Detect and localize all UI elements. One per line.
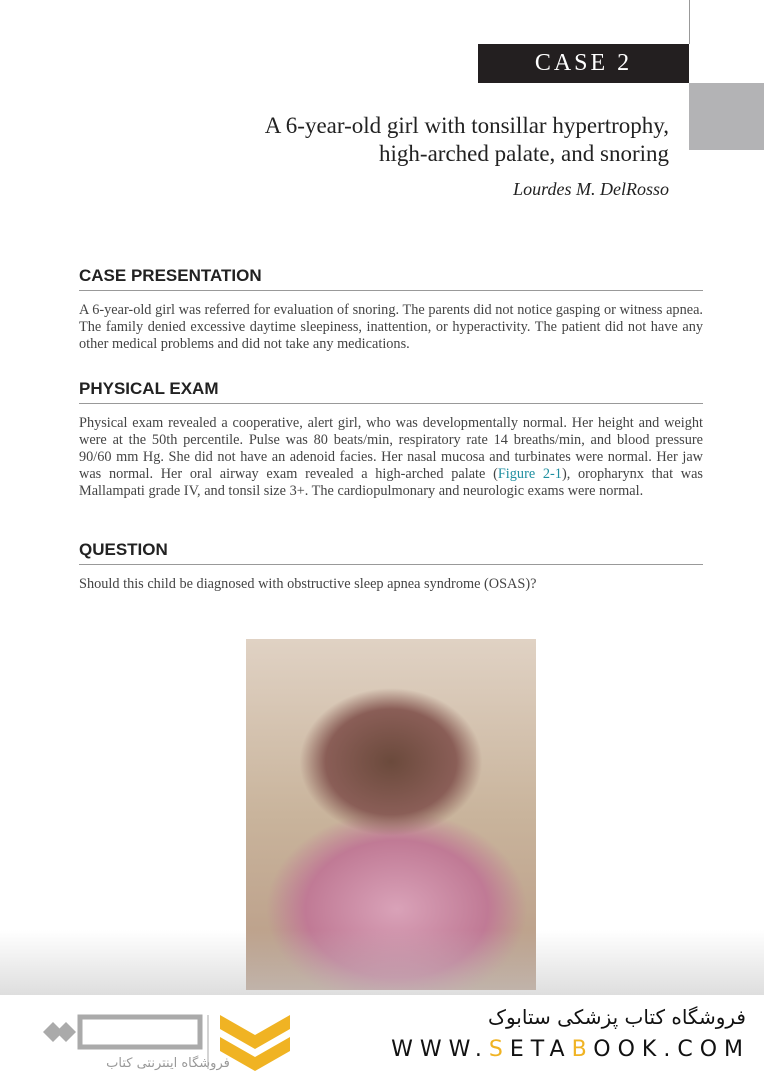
url-part: S [488, 1037, 510, 1062]
heading-question: QUESTION [79, 540, 703, 565]
title-line-2: high-arched palate, and snoring [379, 141, 669, 166]
figure-link[interactable]: Figure 2-1 [497, 466, 562, 482]
physical-exam-text [79, 415, 703, 500]
url-part: B [571, 1037, 594, 1062]
text: ), oropharynx that was Mallampati grade IV, and tonsil size 3+. The cardiopulmonary and neurologic exams were normal. [79, 466, 703, 499]
case-title [265, 112, 669, 168]
footer-banner [0, 995, 764, 1080]
url-part: WWW. [391, 1037, 489, 1062]
url-part: OOK.COM [593, 1037, 750, 1062]
heading-case-presentation: CASE PRESENTATION [79, 266, 703, 291]
persian-title: فروشگاه کتاب پزشکی ستابوک [488, 1005, 746, 1029]
title-line-1: A 6-year-old girl with tonsillar hypertrophy, [264, 113, 669, 138]
bottom-fade [0, 930, 764, 995]
website-url[interactable] [391, 1037, 750, 1062]
author: Lourdes M. DelRosso [513, 179, 669, 199]
logo-text: فروشگاه اینترنتی کتاب [106, 1056, 230, 1071]
heading-physical-exam: PHYSICAL EXAM [79, 379, 703, 404]
setabook-logo [38, 1007, 298, 1073]
text: Physical exam revealed a cooperative, alert girl, who was developmentally normal. Her height and weight were at the 50th percentile. Pulse was 80 beats/min, respiratory rate 14 breaths/min, and blood pressure 90/60 mm Hg. She did not have an adenoid facies. Her nasal mucosa and turbinates were normal. Her jaw was normal. Her oral airway exam revealed a high-arched palate ( [79, 415, 703, 482]
chapter-tab [689, 83, 764, 150]
url-part: ETA [509, 1037, 572, 1062]
case-presentation-text: A 6-year-old girl was referred for evaluation of snoring. The parents did not notice gasping or witness apnea. The family denied excessive daytime sleepiness, inattention, or hyperactivity. The patient did not have any other medical problems and did not take any medications. [79, 302, 703, 352]
page-edge-line [689, 0, 690, 44]
question-text: Should this child be diagnosed with obstructive sleep apnea syndrome (OSAS)? [79, 576, 537, 592]
case-label: CASE 2 [478, 44, 689, 83]
